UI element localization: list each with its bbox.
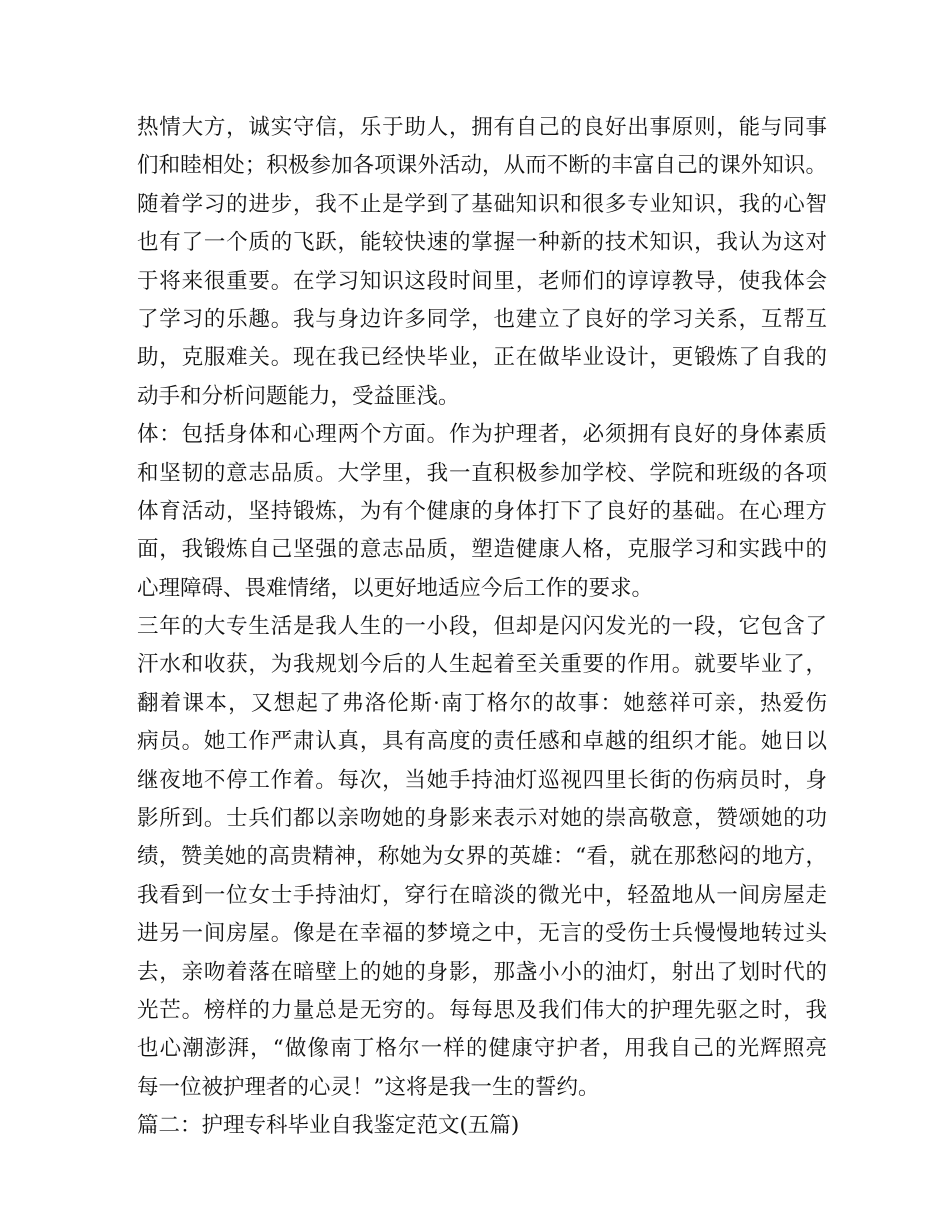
text-line: 动手和分析问题能力，受益匪浅。 — [137, 383, 460, 409]
text-line: 继夜地不停工作着。每次，当她手持油灯巡视四里长街的伤病员时，身 — [137, 767, 827, 793]
text-line: 光芒。榜样的力量总是无穷的。每每思及我们伟大的护理先驱之时，我 — [137, 997, 827, 1023]
text-line: 翻着课本，又想起了弗洛伦斯·南丁格尔的故事：她慈祥可亲，热爱伤 — [137, 690, 827, 716]
text-line: 病员。她工作严肃认真，具有高度的责任感和卓越的组织才能。她日以 — [137, 729, 827, 755]
text-line: 汗水和收获，为我规划今后的人生起着至关重要的作用。就要毕业了， — [137, 652, 827, 678]
text-line: 体育活动，坚持锻炼，为有个健康的身体打下了良好的基础。在心理方 — [137, 498, 827, 524]
text-line: 于将来很重要。在学习知识这段时间里，老师们的谆谆教导，使我体会 — [137, 268, 827, 294]
text-line: 影所到。士兵们都以亲吻她的身影来表示对她的崇高敬意，赞颂她的功 — [137, 806, 827, 832]
text-line: 也有了一个质的飞跃，能较快速的掌握一种新的技术知识，我认为这对 — [137, 230, 827, 256]
text-line: 们和睦相处；积极参加各项课外活动，从而不断的丰富自己的课外知识。 — [137, 153, 827, 179]
text-line: 体：包括身体和心理两个方面。作为护理者，必须拥有良好的身体素质 — [137, 422, 827, 448]
text-line: 绩，赞美她的高贵精神，称她为女界的英雄：“看，就在那愁闷的地方， — [137, 844, 827, 870]
document-body — [137, 109, 827, 1146]
text-line: 助，克服难关。现在我已经快毕业，正在做毕业设计，更锻炼了自我的 — [137, 345, 827, 371]
text-line: 和坚韧的意志品质。大学里，我一直积极参加学校、学院和班级的各项 — [137, 460, 827, 486]
text-line: 面，我锻炼自己坚强的意志品质，塑造健康人格，克服学习和实践中的 — [137, 537, 827, 563]
text-line: 我看到一位女士手持油灯，穿行在暗淡的微光中，轻盈地从一间房屋走 — [137, 882, 827, 908]
text-line: 随着学习的进步，我不止是学到了基础知识和很多专业知识，我的心智 — [137, 191, 827, 217]
text-line: 热情大方，诚实守信，乐于助人，拥有自己的良好出事原则，能与同事 — [137, 115, 827, 140]
text-line: 去，亲吻着落在暗壁上的她的身影，那盏小小的油灯，射出了划时代的 — [137, 959, 827, 985]
text-line: 心理障碍、畏难情绪，以更好地适应今后工作的要求。 — [137, 575, 654, 601]
text-line: 三年的大专生活是我人生的一小段，但却是闪闪发光的一段，它包含了 — [137, 614, 827, 640]
text-line: 每一位被护理者的心灵！”这将是我一生的誓约。 — [137, 1074, 600, 1100]
section-heading: 篇二：护理专科毕业自我鉴定范文(五篇) — [137, 1113, 520, 1139]
text-line: 了学习的乐趣。我与身边许多同学，也建立了良好的学习关系，互帮互 — [137, 306, 827, 332]
text-line: 进另一间房屋。像是在幸福的梦境之中，无言的受伤士兵慢慢地转过头 — [137, 921, 827, 947]
text-line: 也心潮澎湃，“做像南丁格尔一样的健康守护者，用我自己的光辉照亮 — [137, 1036, 827, 1062]
